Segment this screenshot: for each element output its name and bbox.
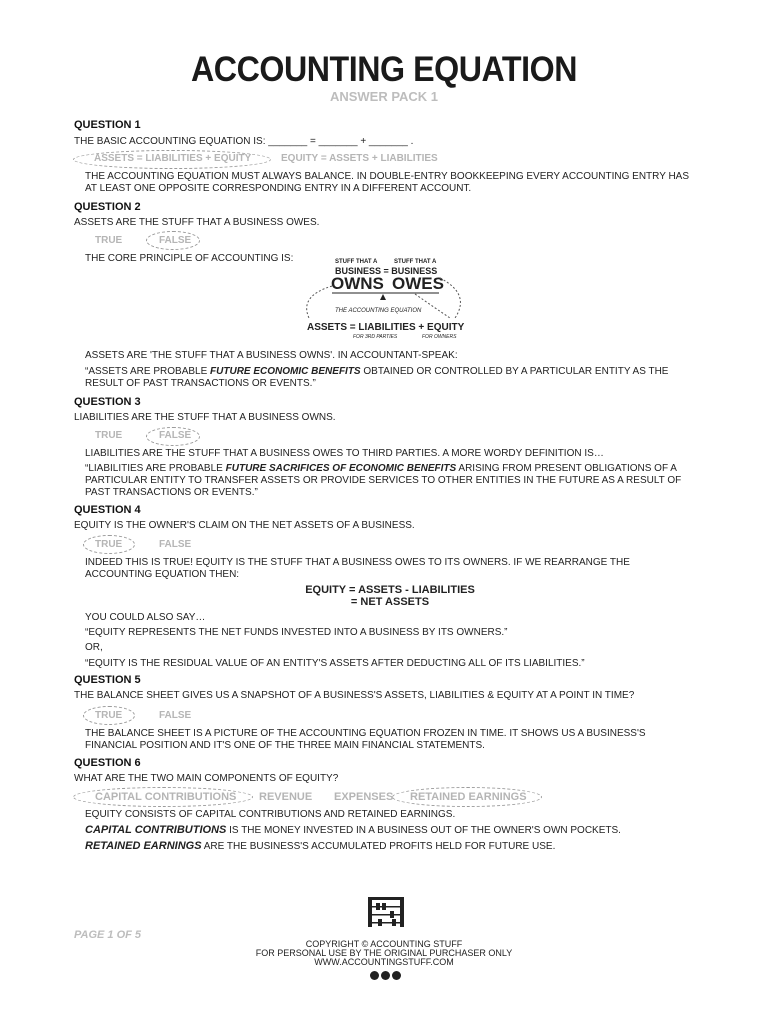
question-3-label: QUESTION 3 (74, 396, 141, 408)
q2-quote: “ASSETS ARE PROBABLE FUTURE ECONOMIC BENEFITS OBTAINED OR CONTROLLED BY A PARTICULAR ENTITY AS THE RESULT OF PAST TRANSACTIONS OR EVENTS.” (85, 366, 669, 389)
question-5-label: QUESTION 5 (74, 674, 141, 686)
q2-false-option: FALSE (159, 235, 192, 246)
diagram-stuff-right: STUFF THAT A (394, 259, 437, 265)
q3-quote: “LIABILITIES ARE PROBABLE FUTURE SACRIFICES OF ECONOMIC BENEFITS ARISING FROM PRESENT OBLIGATIONS OF A PARTICULAR ENTITY TO TRANSFER ASSETS OR PROVIDE SERVICES TO OTHER ENTITIES IN THE FUTURE AS A RESULT OF PAST TRANSACTIONS OR EVENTS.” (85, 463, 682, 498)
footer-url: WWW.ACCOUNTINGSTUFF.COM (314, 957, 454, 967)
question-5-prompt: THE BALANCE SHEET GIVES US A SNAPSHOT OF A BUSINESS'S ASSETS, LIABILITIES & EQUITY AT A POINT IN TIME? (74, 690, 635, 701)
q6-option-revenue: REVENUE (259, 791, 313, 803)
question-6-label: QUESTION 6 (74, 757, 141, 769)
diagram-owns: OWNS (331, 274, 384, 293)
question-2-label: QUESTION 2 (74, 201, 141, 213)
equity-equation: EQUITY = ASSETS - LIABILITIES (305, 584, 475, 596)
question-1-prompt: THE BASIC ACCOUNTING EQUATION IS: _______ = _______ + _______ . (74, 136, 414, 147)
diagram-business-eq: BUSINESS = BUSINESS (335, 266, 438, 276)
q6-option-expenses: EXPENSES (334, 791, 394, 803)
diagram-for-third-parties: FOR 3RD PARTIES (353, 334, 398, 340)
instagram-icon[interactable] (381, 971, 390, 980)
social-icons (365, 967, 405, 985)
q1-option-2: EQUITY = ASSETS + LIABILITIES (281, 153, 438, 164)
question-4-label: QUESTION 4 (74, 504, 141, 516)
q3-true-option: TRUE (95, 430, 123, 441)
q4-quote-1: “EQUITY REPRESENTS THE NET FUNDS INVESTED INTO A BUSINESS BY ITS OWNERS.” (85, 627, 508, 638)
question-3-prompt: LIABILITIES ARE THE STUFF THAT A BUSINESS OWNS. (74, 412, 336, 423)
diagram-caption: THE ACCOUNTING EQUATION (335, 308, 422, 314)
diagram-stuff-left: STUFF THAT A (335, 259, 378, 265)
footer-copyright: COPYRIGHT © ACCOUNTING STUFF (305, 939, 463, 949)
diagram-equation: ASSETS = LIABILITIES + EQUITY (307, 322, 465, 333)
q4-or: OR, (85, 642, 103, 653)
q4-explanation: INDEED THIS IS TRUE! EQUITY IS THE STUFF THAT A BUSINESS OWES TO ITS OWNERS. IF WE REARRANGE THE ACCOUNTING EQUATION THEN: (85, 557, 630, 580)
q6-option-capital-contributions: CAPITAL CONTRIBUTIONS (95, 791, 237, 803)
q5-explanation: THE BALANCE SHEET IS A PICTURE OF THE ACCOUNTING EQUATION FROZEN IN TIME. IT SHOWS US A BUSINESS'S FINANCIAL POSITION AND IT'S ONE OF THE THREE MAIN FINANCIAL STATEMENTS. (85, 728, 646, 751)
q6-explanation: EQUITY CONSISTS OF CAPITAL CONTRIBUTIONS AND RETAINED EARNINGS. (85, 809, 456, 820)
q4-quote-2: “EQUITY IS THE RESIDUAL VALUE OF AN ENTITY'S ASSETS AFTER DEDUCTING ALL OF ITS LIABILITIES.” (85, 658, 585, 669)
net-assets-equation: = NET ASSETS (350, 596, 430, 608)
q4-true-option: TRUE (95, 539, 123, 550)
q4-false-option: FALSE (159, 539, 192, 550)
youtube-icon[interactable] (370, 971, 379, 980)
page-title: ACCOUNTING EQUATION (191, 50, 577, 89)
question-1-label: QUESTION 1 (74, 119, 141, 131)
core-principle-text: THE CORE PRINCIPLE OF ACCOUNTING IS: (85, 253, 294, 264)
q5-false-option: FALSE (159, 710, 192, 721)
q2-true-option: TRUE (95, 235, 123, 246)
q6-retained-earnings-definition: RETAINED EARNINGS ARE THE BUSINESS'S ACCUMULATED PROFITS HELD FOR FUTURE USE. (85, 840, 556, 852)
page-subtitle: ANSWER PACK 1 (329, 89, 439, 104)
footer-personal-use: FOR PERSONAL USE BY THE ORIGINAL PURCHASER ONLY (255, 948, 513, 958)
page-number: PAGE 1 OF 5 (74, 929, 142, 941)
q4-also: YOU COULD ALSO SAY… (85, 612, 206, 623)
diagram-for-owners: FOR OWNERS (422, 334, 457, 340)
q5-true-option: TRUE (95, 710, 123, 721)
q1-explanation: THE ACCOUNTING EQUATION MUST ALWAYS BALANCE. IN DOUBLE-ENTRY BOOKKEEPING EVERY ACCOUNTING ENTRY HAS AT LEAST ONE OPPOSITE CORRESPONDING ENTRY IN A DIFFERENT ACCOUNT. (85, 171, 690, 194)
q2-explanation: ASSETS ARE 'THE STUFF THAT A BUSINESS OWNS'. IN ACCOUNTANT-SPEAK: (85, 350, 458, 361)
q6-option-retained-earnings: RETAINED EARNINGS (410, 791, 527, 803)
accounting-equation-diagram (295, 256, 475, 348)
q1-option-1: ASSETS = LIABILITIES + EQUITY (94, 153, 252, 164)
q3-false-option: FALSE (159, 430, 192, 441)
question-2-prompt: ASSETS ARE THE STUFF THAT A BUSINESS OWES. (74, 217, 320, 228)
q6-capital-contributions-definition: CAPITAL CONTRIBUTIONS IS THE MONEY INVESTED IN A BUSINESS OUT OF THE OWNER'S OWN POCKETS. (85, 824, 621, 836)
diagram-owes: OWES (392, 274, 444, 293)
question-6-prompt: WHAT ARE THE TWO MAIN COMPONENTS OF EQUITY? (74, 773, 339, 784)
q3-explanation: LIABILITIES ARE THE STUFF THAT A BUSINESS OWES TO THIRD PARTIES. A MORE WORDY DEFINITION IS… (85, 448, 604, 459)
linkedin-icon[interactable] (392, 971, 401, 980)
question-4-prompt: EQUITY IS THE OWNER'S CLAIM ON THE NET ASSETS OF A BUSINESS. (74, 520, 415, 531)
abacus-logo-icon (366, 895, 406, 929)
